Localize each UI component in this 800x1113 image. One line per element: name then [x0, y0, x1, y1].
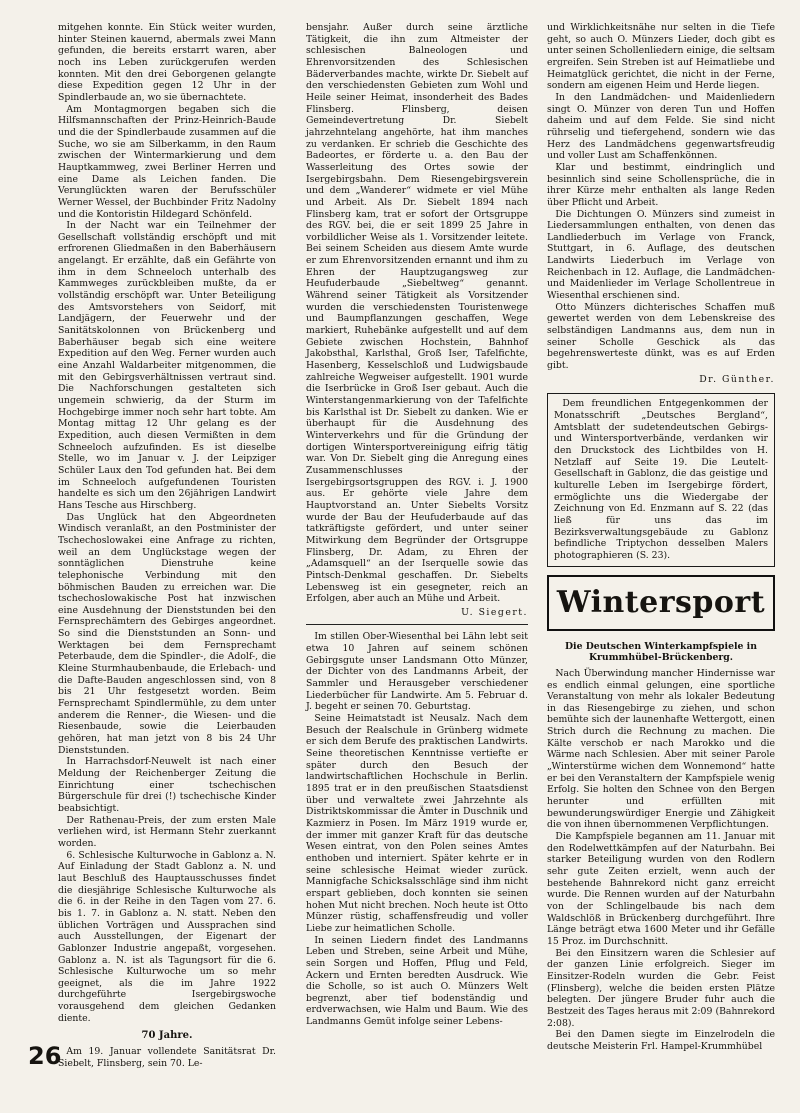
acknowledgement-box	[547, 393, 775, 566]
paragraph: Die Dichtungen O. Münzers sind zumeist in Liedersammlungen enthalten, von denen das Landliederbuch im Verlage von Franck, Stuttgart, in 6. Auflage, des deutschen Landwirts Liederbuch im Verlage von Reichenbach in 12. Auflage, die Landmädchen- und Maidenlieder im Verlage Schollentreue in Wiesenthal erschienen sind.	[547, 208, 775, 302]
column-left	[58, 22, 276, 1069]
paragraph: In den Landmädchen- und Maidenliedern singt O. Münzer von deren Tun und Hoffen daheim und auf dem Felde. Sie sind nicht rührselig und tiefergehend, sondern wie das Herz des Landmädchens gegenwartsfreudig und voller Lust am Schaffenkönnen.	[547, 91, 775, 162]
paragraph: Nach Überwindung mancher Hindernisse war es endlich einmal gelungen, eine sportliche Veranstaltung von mehr als lokaler Bedeutung in das Riesengebirge zu ziehen, und schon bemühte sich der launenhafte Wettergott, einen Strich durch die Rechnung zu machen. Die Kälte verschob er nach Marokko und die Wärme nach Schlesien. Aber mit seiner Parole „Winterstürme wichen dem Wonnemond“ hatte er bei den Veranstaltern der Kampfspiele wenig Erfolg. Sie holten den Schnee von den Bergen herunter und erfüllten mit bewunderungswürdiger Energie und Zähigkeit die von ihnen übernommenen Verpflichtungen.	[547, 667, 775, 831]
section-title: Wintersport	[556, 584, 766, 620]
paragraph: mitgehen konnte. Ein Stück weiter wurden, hinter Steinen kauernd, abermals zwei Mann gefunden, die bereits erstarrt waren, aber noch ins Leben zurückgerufen werden konnten. Mit den drei Geborgenen gelangte diese Expedition gegen 12 Uhr in der Spindlerbaude an, wo sie übernachtete.	[58, 22, 276, 103]
paragraph: Das Unglück hat den Abgeordneten Windisch veranlaßt, an den Postminister der Tschechoslowakei eine Anfrage zu richten, weil an dem Unglückstage wegen der sonntäglichen Dienstruhe keine telephonische Verbindung mit den böhmischen Bauden zu erreichen war. Die tschechoslowakische Post hat inzwischen eine Ausdehnung der Dienststunden bei den Fernsprechämtern des Gebirges angeordnet. So sind die Dienststunden an Sonn- und Werktagen bei dem Fernsprechamt Peterbaude, dem die Spindler-, die Adolf-, die Kleine Sturmhaubenbaude, die Erlebach- und die Dafte-Bauden angeschlossen sind, von 8 bis 21 Uhr festgesetzt worden. Beim Fernsprechamt Spindlermühle, zu dem unter anderem die Renner-, die Wiesen- und die Riesenbaude, sowie die Leierbauden gehören, hat man jetzt von 8 bis 24 Uhr Dienststunden.	[58, 511, 276, 756]
paragraph: Seine Heimatstadt ist Neusalz. Nach dem Besuch der Realschule in Grünberg widmete er sich dem Berufe des praktischen Landwirts. Seine theoretischen Kenntnisse vertiefte er später durch den Besuch der landwirtschaftlichen Hochschule in Berlin. 1895 trat er in den preußischen Staatsdienst über und verwaltete zwei Jahrzehnte als Distriktskommissar die Ämter in Duschnik und Kazmierz in Posen. Im März 1919 wurde er, der immer mit ganzer Kraft für das deutsche Wesen eintrat, von den Polen seines Amtes enthoben und interniert. Später kehrte er in seine schlesische Heimat wieder zurück. Mannigfache Schicksalsschläge sind ihm nicht erspart geblieben, doch konnten sie seinen hohen Mut nicht brechen. Noch heute ist Otto Münzer rüstig, schaffensfreudig und voller Liebe zur heimatlichen Scholle.	[306, 713, 528, 934]
column-right	[547, 22, 775, 1053]
paragraph: 6. Schlesische Kulturwoche in Gablonz a. N. Auf Einladung der Stadt Gablonz a. N. und laut Beschluß des Hauptausschusses findet die diesjährige Schlesische Kulturwoche als die 6. in der Reihe in den Tagen vom 27. 6. bis 1. 7. in Gablonz a. N. statt. Neben den üblichen Vorträgen und Aussprachen sind auch Ausstellungen, der Eigenart der Gablonzer Industrie angepaßt, vorgesehen. Gablonz a. N. ist als Tagungsort für die 6. Schlesische Kulturwoche um so mehr geeignet, als die im Jahre 1922 durchgeführte Isergebirgswoche vorausgehend dem gleichen Gedanken diente.	[58, 849, 276, 1024]
paragraph: Am 19. Januar vollendete Sanitätsrat Dr. Siebelt, Flinsberg, sein 70. Le-	[58, 1046, 276, 1069]
paragraph: In Harrachsdorf-Neuwelt ist nach einer Meldung der Reichenberger Zeitung die Einrichtung einer tschechischen Bürgerschule für drei (!) tschechische Kinder beabsichtigt.	[58, 756, 276, 814]
paragraph: Bei den Damen siegte im Einzelrodeln die deutsche Meisterin Frl. Hampel-Krummhübel	[547, 1029, 775, 1052]
author-signature: U. Siegert.	[461, 606, 528, 618]
page-number: 26	[28, 1042, 62, 1070]
divider	[306, 624, 528, 625]
paragraph: und Wirklichkeitsnähe nur selten in die Tiefe geht, so auch O. Münzers Lieder, doch gibt es unter seinen Schollenliedern einige, die seltsam ergreifen. Sein Streben ist auf Heimatliebe und Heimatglück gerichtet, die nicht in der Ferne, sondern am eigenen Heim und Herde liegen.	[547, 22, 775, 92]
paragraph: In der Nacht war ein Teilnehmer der Gesellschaft vollständig erschöpft und mit erfrorenen Gliedmaßen in den Baberhäusern angelangt. Er erzählte, daß ein Gefährte von ihm in dem Schneeloch unterhalb des Kammweges zurückbleiben mußte, da er vollständig erschöpft war. Unter Beteiligung des Amtsvorstehers von Seidorf, mit Landjägern, der Feuerwehr und der Sanitätskolonnen von Brückenberg und Baberhäuser begab sich eine weitere Expedition auf den Weg. Ferner wurden auch eine Anzahl Waldarbeiter mitgenommen, die mit den Gebirgsverhältnissen vertraut sind. Die Nachforschungen gestalteten sich ungemein schwierig, da der Sturm im Hochgebirge immer noch sehr hart tobte. Am Montag mittag 12 Uhr gelang es der Expedition, auch diesen Vermißten in dem Schneeloch aufzufinden. Es ist dieselbe Stelle, wo im Januar v. J. der Leipziger Schüler Laux den Tod gefunden hat. Bei dem im Schneeloch aufgefundenen Touristen handelte es sich um den 26jährigen Landwirt Hans Tesche aus Hirschberg.	[58, 220, 276, 511]
paragraph: Im stillen Ober-Wiesenthal bei Lähn lebt seit etwa 10 Jahren auf seinem schönen Gebirgsgute unser Landsmann Otto Münzer, der Dichter von des Landmanns Arbeit, der Sammler und Herausgeber verschiedener Liederbücher für Landwirte. Am 5. Februar d. J. begeht er seinen 70. Geburtstag.	[306, 631, 528, 713]
paragraph: Am Montagmorgen begaben sich die Hilfsmannschaften der Prinz-Heinrich-Baude und die der Spindlerbaude zusammen auf die Suche, wo sie am Silberkamm, in den Raum zwischen der Wintermarkierung und dem Hauptkammweg, zwei Berliner Herren und eine Dame als Leichen fanden. Die Verunglückten waren der Berufsschüler Werner Wessel, der Buchbinder Fritz Nadolny und die Kontoristin Hildegard Schönfeld.	[58, 103, 276, 220]
paragraph: Der Rathenau-Preis, der zum ersten Male verliehen wird, ist Hermann Stehr zuerkannt worden.	[58, 814, 276, 849]
paragraph: bensjahr. Außer durch seine ärztliche Tätigkeit, die ihn zum Altmeister der schlesischen Balneologen und Ehrenvorsitzenden des Schlesischen Bäderverbandes machte, wirkte Dr. Siebelt auf den verschiedensten Gebieten zum Wohl und Heile seiner Heimat, insonderheit des Bades Flinsberg. Flinsberg, deisen Gemeindevertretung Dr. Siebelt jahrzehntelang angehörte, hat ihm manches zu verdanken. Er schrieb die Geschichte des Badeortes, er förderte u. a. den Bau der Wasserleitung des Ortes sowie der Isergebirgsbahn. Dem Riesengebirgsverein und dem „Wanderer“ widmete er viel Mühe und Arbeit. Als Dr. Siebelt 1894 nach Flinsberg kam, trat er sofort der Ortsgruppe des RGV. bei, die er seit 1899 25 Jahre in vorbildlicher Weise als 1. Vorsitzender leitete. Bei seinem Scheiden aus diesem Amte wurde er zum Ehrenvorsitzenden ernannt und ihm zu Ehren der Hauptzugangsweg zur Heufuderbaude „Siebeltweg“ genannt. Während seiner Tätigkeit als Vorsitzender wurden die verschiedensten Touristenwege und Baumpflanzungen geschaffen, Wege markiert, Ruhebänke aufgestellt und auf dem Gebiete zwischen Hochstein, Bahnhof Jakobsthal, Karlsthal, Groß Iser, Tafelfichte, Hasenberg, Kesselschloß und Ludwigsbaude zahlreiche Wegweiser aufgestellt. 1901 wurde die Iserbrücke in Groß Iser gebaut. Auch die Winterstangenmarkierung von der Tafelfichte bis Karlsthal ist Dr. Siebelt zu danken. Wie er überhaupt für die Ausdehnung des Winterverkehrs und für die Gründung der dortigen Wintersportvereinigung eifrig tätig war. Von Dr. Siebelt ging die Anregung eines Zusammenschlusses der Isergebirgsortsgruppen des RGV. i. J. 1900 aus. Er gehörte viele Jahre dem Hauptvorstand an. Unter Siebelts Vorsitz wurde der Bau der Heufuderbaude auf das tatkräftigste gefördert, und unter seiner Mitwirkung dem Begründer der Ortsgruppe Flinsberg, Dr. Adam, zu Ehren der „Adamsquell“ an der Iserquelle sowie das Pintsch-Denkmal geschaffen. Dr. Siebelts Lebensweg ist ein gesegneter, reich an Erfolgen, aber auch an Mühe und Arbeit.	[306, 22, 528, 605]
article-subheading: Die Deutschen Winterkampfspiele in Krummhübel-Brückenberg.	[565, 640, 757, 664]
column-middle	[306, 22, 528, 1028]
paragraph: Die Kampfspiele begannen am 11. Januar mit den Rodelwettkämpfen auf der Naturbahn. Bei starker Beteiligung wurden von den Rodlern sehr gute Zeiten erzielt, wenn auch der bestehende Bahnrekord nicht ganz erreicht wurde. Die Rennen wurden auf der Naturbahn von der Schlingelbaude bis nach dem Waldschlöß in Brückenberg durchgeführt. Ihre Länge beträgt etwa 1600 Meter und ihr Gefälle 15 Proz. im Durchschnitt.	[547, 831, 775, 947]
acknowledgement-text: Dem freundlichen Entgegenkommen der Monatsschrift „Deutsches Bergland“, Amtsblatt der sudetendeutschen Gebirgs- und Wintersportverbände, verdanken wir den Druckstock des Lichtbildes von H. Netzlaff auf Seite 19. Die Leutelt-Gesellschaft in Gablonz, die das geistige und kulturelle Leben im Isergebirge fördert, ermöglichte uns die Wiedergabe der Zeichnung von Ed. Enzmann auf S. 22 (das ließ für uns das im Bezirksverwaltungsgebäude zu Gablonz befindliche Triptychon desselben Malers photographieren (S. 23).	[554, 398, 768, 561]
paragraph: Klar und bestimmt, eindringlich und besinnlich sind seine Schollensprüche, die in ihrer Kürze mehr enthalten als lange Reden über Pflicht und Arbeit.	[547, 161, 775, 208]
paragraph: Otto Münzers dichterisches Schaffen muß gewertet werden von dem Lebenskreise des selbständigen Landmanns aus, dem nun in seiner Scholle Geschick als das begehrenswerteste dünkt, was es auf Erden gibt.	[547, 301, 775, 372]
section-heading: 70 Jahre.	[141, 1030, 193, 1042]
paragraph: Bei den Einsitzern waren die Schlesier auf der ganzen Linie erfolgreich. Sieger im Einsitzer-Rodeln wurden die Gebr. Feist (Flinsberg), welche die beiden ersten Plätze belegten. Der jüngere Bruder fuhr auch die Bestzeit des Tages heraus mit 2:09 (Bahnrekord 2:08).	[547, 947, 775, 1029]
paragraph: In seinen Liedern findet des Landmanns Leben und Streben, seine Arbeit und Mühe, sein Sorgen und Hoffen, Pflug und Feld, Ackern und Ernten beredten Ausdruck. Wie die Scholle, so ist auch O. Münzers Welt begrenzt, aber tief bodenständig und erdverwachsen, wie Halm und Baum. Wie des Landmanns Gemüt infolge seiner Lebens-	[306, 934, 528, 1028]
section-title-box	[547, 575, 775, 631]
author-signature: Dr. Günther.	[699, 373, 775, 385]
